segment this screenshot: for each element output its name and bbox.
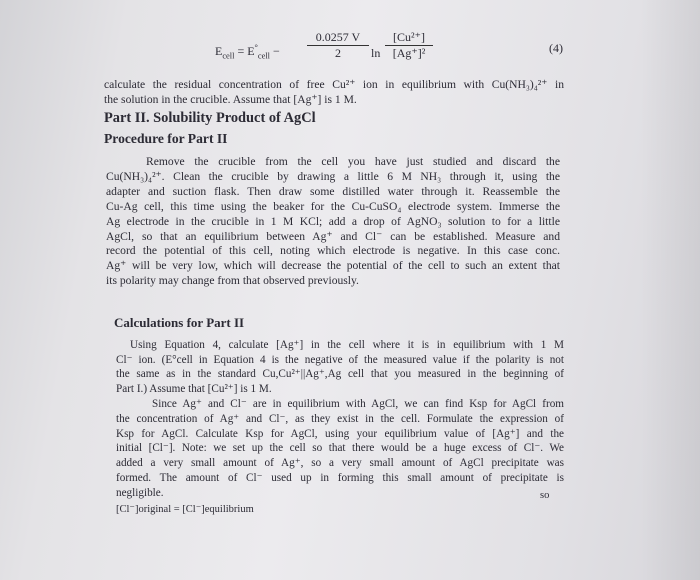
text-line: record the potential of this cell, noting which electrode is negative. In this case conc. — [106, 244, 560, 258]
equation-ln: ln — [371, 46, 381, 60]
text-line: Cu(NH₃)₄²⁺. Clean the crucible by drawing a little 6 M NH₃ through it, using the — [106, 169, 560, 183]
calculations-paragraph-1 — [116, 338, 564, 396]
text-line: negligible. — [116, 486, 164, 499]
equation-fraction-1: $\frac{0.0257 V}{2}$ — [307, 30, 369, 61]
text-line: the concentration of Ag⁺ and Cl⁻, as they exist in the cell. Formulate the expression of — [116, 412, 564, 425]
procedure-title: Procedure for Part II — [104, 131, 228, 146]
text-line: Ksp for AgCl. Calculate Ksp for AgCl, using your equilibrium value of [Ag⁺] and the — [116, 427, 564, 440]
text-line: Cl⁻ ion. (E°cell in Equation 4 is the negative of the measured value if the polarity is not — [116, 353, 564, 366]
text-line: the same as in the standard Cu,Cu²⁺||Ag⁺,Ag cell that you measured in the beginning of — [116, 368, 564, 381]
text-line: added a very small amount of Ag⁺, so a very small amount of AgCl precipitate was — [116, 457, 564, 470]
text-line: Ag electrode in the crucible in 1 M KCl; add a drop of AgNO₃ solution to for a little — [106, 214, 560, 228]
text-line: Ag⁺ will be very low, which will decrease the potential of the cell to such an extent that — [106, 259, 560, 273]
calculations-paragraph-2 — [116, 397, 564, 501]
part-title: Part II. Solubility Product of AgCl — [104, 110, 316, 126]
final-equation: [Cl⁻]original = [Cl⁻]equilibrium — [116, 504, 254, 515]
equation-lhs: $E_{cell} = E^\circ_{cell}$ − — [215, 43, 280, 61]
procedure-paragraph — [106, 155, 560, 289]
text-line: adapter and suction flask. Then draw some distilled water through it. Reassemble the — [106, 184, 560, 198]
calculations-title: Calculations for Part II — [114, 315, 245, 330]
text-line: AgCl, so that an equilibrium between Ag⁺ and Cl⁻ can be established. Measure and — [106, 229, 560, 243]
text-line: calculate the residual concentration of free Cu²⁺ ion in equilibrium with Cu(NH₃)₄²⁺ in — [104, 78, 564, 91]
text-line: its polarity may change from that observed previously. — [106, 274, 359, 288]
text-line: initial [Cl⁻]. Note: we set up the cell so that there would be a huge excess of Cl⁻. We — [116, 442, 564, 455]
text-line: Using Equation 4, calculate [Ag⁺] in the cell where it is in equilibrium with 1 M — [130, 339, 564, 351]
intro-paragraph — [104, 78, 564, 108]
equation-number: (4) — [549, 41, 563, 55]
text-line: the solution in the crucible. Assume that [Ag⁺] is 1 M. — [104, 92, 357, 106]
text-line: Remove the crucible from the cell you have just studied and discard the — [146, 155, 560, 168]
text-line: Part I.) Assume that [Cu²⁺] is 1 M. — [116, 382, 272, 395]
equation-fraction-2: $\frac{\text{[Cu²⁺]}}{\text{[Ag⁺]²}}$ — [385, 30, 433, 61]
so-word: so — [540, 490, 550, 501]
text-line: Cu-Ag cell, this time using the beaker for the Cu-CuSO₄ electrode system. Immerse the — [106, 199, 560, 213]
nernst-equation — [215, 30, 585, 74]
text-line: Since Ag⁺ and Cl⁻ are in equilibrium with AgCl, we can find Ksp for AgCl from — [152, 398, 564, 410]
text-line: formed. The amount of Cl⁻ used up in forming this small amount of precipitate is — [116, 471, 564, 484]
